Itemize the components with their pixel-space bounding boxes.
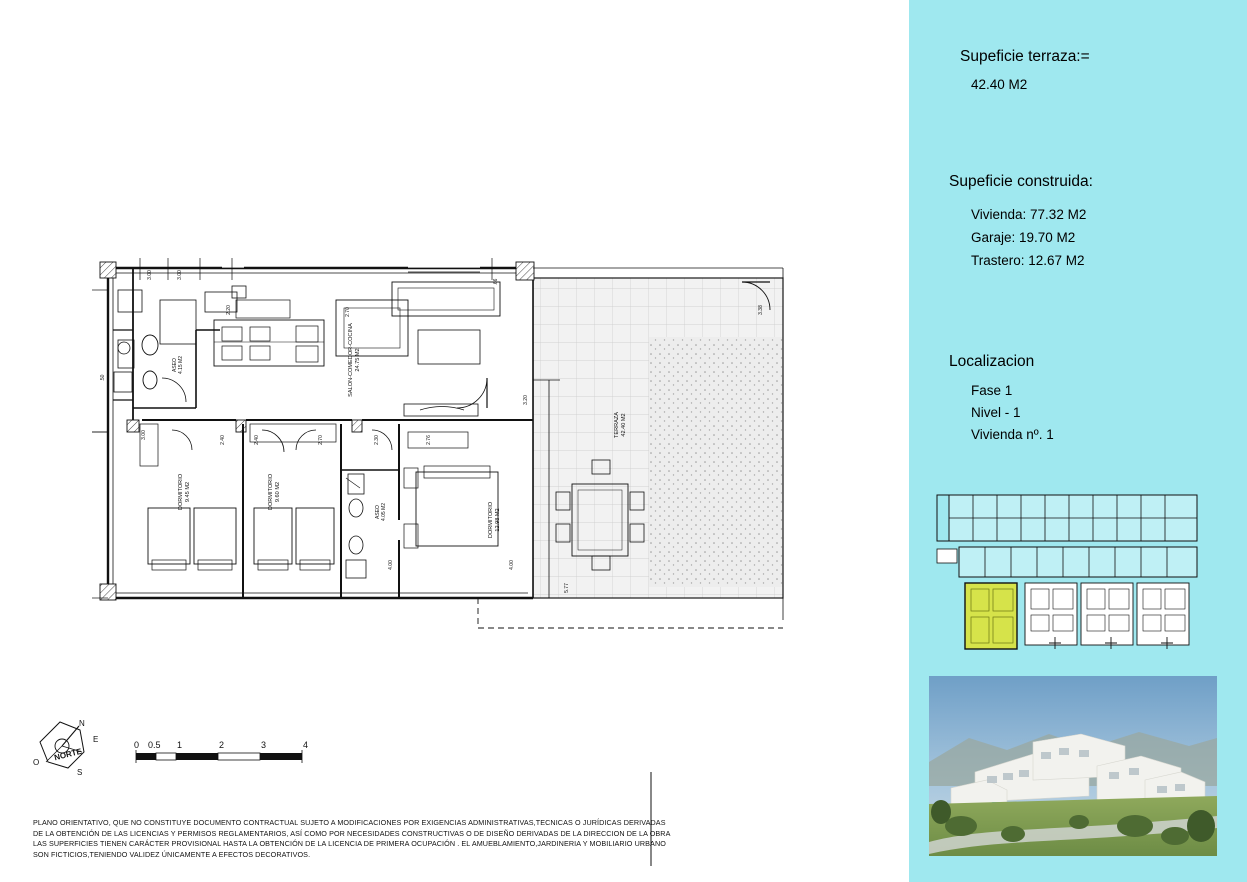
legal-disclaimer xyxy=(33,818,671,860)
svg-text:12.98 M2: 12.98 M2 xyxy=(495,508,501,532)
location-level: Nivel - 1 xyxy=(971,405,1021,420)
terrace-area-value: 42.40 M2 xyxy=(971,77,1028,92)
svg-text:DORMITORIO: DORMITORIO xyxy=(488,501,494,539)
svg-text:4.00: 4.00 xyxy=(509,560,515,570)
legal-line-4: SON FICTICIOS,TENIENDO VALIDEZ ÚNICAMENTE A EFECTOS DECORATIVOS. xyxy=(33,849,311,859)
location-phase: Fase 1 xyxy=(971,383,1013,398)
compass-label-s: S xyxy=(77,768,83,777)
terrace-area-title: Supeficie terraza:= xyxy=(960,48,1090,65)
svg-text:TERRAZA: TERRAZA xyxy=(614,411,620,439)
svg-text:24.75 M2: 24.75 M2 xyxy=(355,348,361,372)
svg-text:3.38: 3.38 xyxy=(758,305,764,315)
built-area-dwelling: Vivienda: 77.32 M2 xyxy=(971,207,1087,222)
built-area-garage: Garaje: 19.70 M2 xyxy=(971,230,1076,245)
location-unit: Vivienda nº. 1 xyxy=(971,427,1054,442)
svg-text:ASEO: ASEO xyxy=(172,358,178,372)
svg-text:2.76: 2.76 xyxy=(426,435,432,445)
compass-label-n: N xyxy=(79,719,85,728)
svg-text:4.05 M2: 4.05 M2 xyxy=(381,502,387,522)
svg-text:3.00: 3.00 xyxy=(147,270,153,280)
compass-label-e: E xyxy=(93,735,99,744)
svg-text:DORMITORIO: DORMITORIO xyxy=(268,473,274,511)
scalebar-label-4: 4 xyxy=(303,740,309,750)
svg-text:.50: .50 xyxy=(100,374,106,382)
svg-text:3.20: 3.20 xyxy=(523,395,529,405)
svg-text:SALON-COMEDOR-COCINA: SALON-COMEDOR-COCINA xyxy=(348,323,354,397)
scalebar-label-05: 0.5 xyxy=(148,740,161,750)
svg-text:4.15 M2: 4.15 M2 xyxy=(178,355,184,375)
scalebar-label-1: 1 xyxy=(177,740,183,750)
scalebar-label-0: 0 xyxy=(134,740,140,750)
svg-text:2.40: 2.40 xyxy=(220,435,226,445)
svg-text:.66: .66 xyxy=(493,278,499,286)
svg-text:5.77: 5.77 xyxy=(564,583,570,593)
development-render-image xyxy=(929,676,1217,856)
location-title: Localizacion xyxy=(949,353,1035,370)
info-panel xyxy=(909,0,1247,882)
svg-text:2.40: 2.40 xyxy=(254,435,260,445)
compass-label-o: O xyxy=(33,758,40,767)
legal-line-3: LAS SUPERFICIES TIENEN CARÁCTER PROVISIONAL HASTA LA OBTENCIÓN DE LA LICENCIA DE PRIMERA OCUPACIÓN . EL AMUEBLAMIENTO,JARDINERIA Y MOBILIARIO URBANO xyxy=(33,839,666,849)
built-area-title: Supeficie construida: xyxy=(949,173,1093,190)
svg-text:9.60 M2: 9.60 M2 xyxy=(275,481,281,503)
svg-text:2.70: 2.70 xyxy=(345,307,351,317)
svg-text:4.00: 4.00 xyxy=(388,560,394,570)
svg-text:3.00: 3.00 xyxy=(177,270,183,280)
svg-text:ASEO: ASEO xyxy=(375,505,381,519)
svg-text:3.00: 3.00 xyxy=(141,430,147,440)
legal-line-1: PLANO ORIENTATIVO, QUE NO CONSTITUYE DOCUMENTO CONTRACTUAL SUJETO A MODIFICACIONES POR EXIGENCIAS ADMINISTRATIVAS,TECNICAS O JURÍDICAS DERIVADAS xyxy=(33,818,666,827)
svg-text:2.70: 2.70 xyxy=(318,435,324,445)
svg-text:DORMITORIO: DORMITORIO xyxy=(178,473,184,511)
legal-line-2: DE LA OBTENCIÓN DE LAS LICENCIAS Y PERMISOS REGLAMENTARIOS, ASÍ COMO POR NECESIDADES CONSTRUCTIVAS O DE DISEÑO DERIVADAS DE LA DIRECCION DE LA OBRA xyxy=(33,828,671,838)
scalebar-label-3: 3 xyxy=(261,740,267,750)
compass-label-norte: NORTE xyxy=(53,746,83,763)
svg-text:42.40 M2: 42.40 M2 xyxy=(621,413,627,437)
svg-text:2.20: 2.20 xyxy=(226,305,232,315)
scalebar-label-2: 2 xyxy=(219,740,225,750)
svg-text:2.30: 2.30 xyxy=(374,435,380,445)
built-area-storage: Trastero: 12.67 M2 xyxy=(971,253,1085,268)
key-plan-diagram xyxy=(929,487,1207,654)
svg-text:9.45 M2: 9.45 M2 xyxy=(185,481,191,503)
